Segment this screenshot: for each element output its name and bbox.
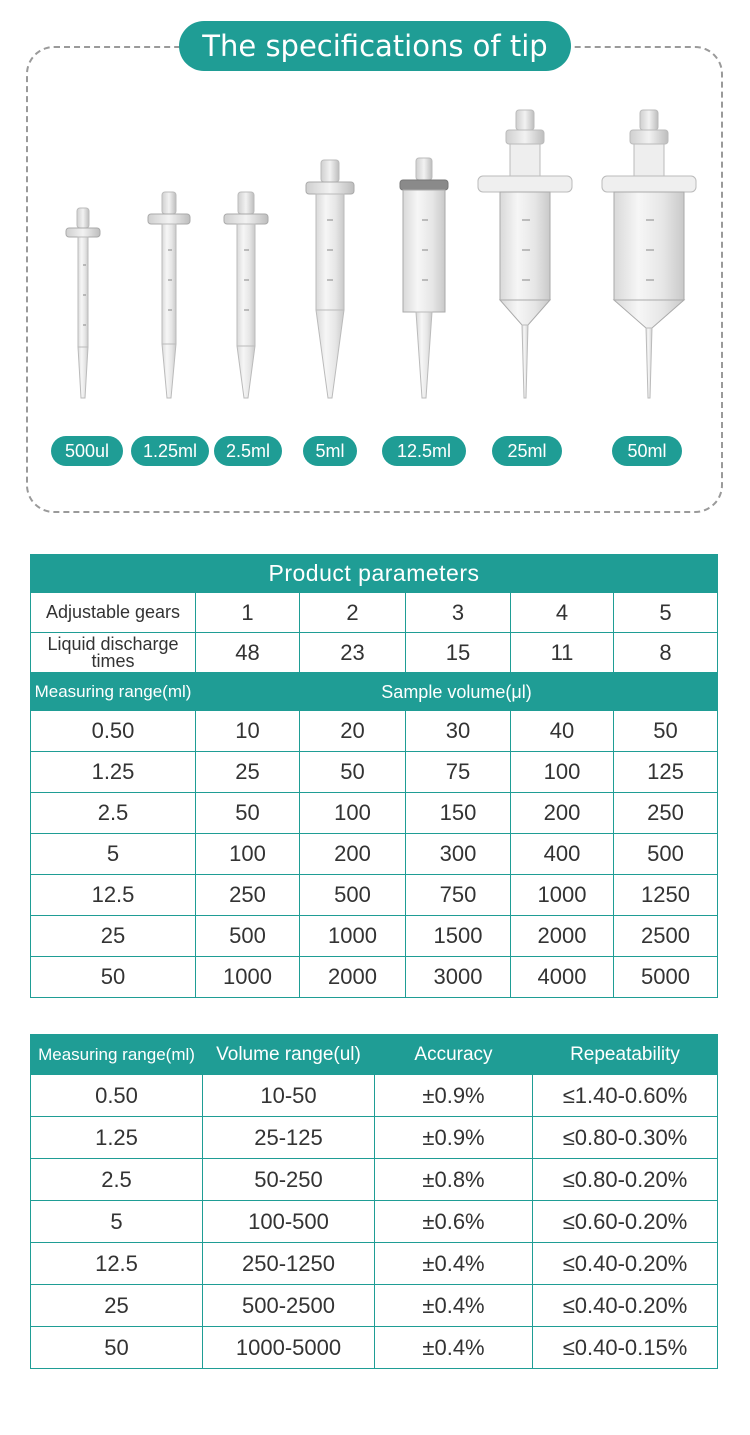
repeatability-cell: ≤1.40-0.60% <box>533 1075 718 1117</box>
gears-row <box>31 593 718 633</box>
volume-cell: 150 <box>406 793 511 834</box>
table-row <box>31 1285 718 1327</box>
volume-cell: 4000 <box>511 957 614 998</box>
accuracy-cell: ±0.9% <box>375 1075 533 1117</box>
discharge-label: Liquid discharge times <box>31 633 196 673</box>
gear-value: 2 <box>300 593 406 633</box>
table-row <box>31 1327 718 1369</box>
volume-cell: 100 <box>511 752 614 793</box>
tip-500ul-icon <box>66 208 100 398</box>
size-label-12-5ml: 12.5ml <box>382 436 466 466</box>
discharge-value: 15 <box>406 633 511 673</box>
accuracy-cell: ±0.8% <box>375 1159 533 1201</box>
discharge-row <box>31 633 718 673</box>
volume-cell: 25 <box>196 752 300 793</box>
volume-cell: 100 <box>300 793 406 834</box>
volume-cell: 40 <box>511 711 614 752</box>
repeatability-cell: ≤0.40-0.15% <box>533 1327 718 1369</box>
volume-cell: 100 <box>196 834 300 875</box>
table-row <box>31 957 718 998</box>
volume-range-cell: 25-125 <box>203 1117 375 1159</box>
volume-cell: 125 <box>614 752 718 793</box>
spec-title: The specifications of tip <box>179 21 571 71</box>
volume-cell: 200 <box>511 793 614 834</box>
gear-value: 3 <box>406 593 511 633</box>
volume-cell: 300 <box>406 834 511 875</box>
repeatability-cell: ≤0.80-0.30% <box>533 1117 718 1159</box>
table-row <box>31 1201 718 1243</box>
tip-5ml-icon <box>306 160 354 398</box>
pipette-tips-illustration <box>40 100 720 410</box>
repeatability-cell: ≤0.40-0.20% <box>533 1285 718 1327</box>
volume-cell: 250 <box>614 793 718 834</box>
volume-cell: 1500 <box>406 916 511 957</box>
volume-cell: 1250 <box>614 875 718 916</box>
product-parameters-table <box>30 554 718 998</box>
volume-cell: 500 <box>300 875 406 916</box>
tip-25ml-icon <box>478 110 572 398</box>
range-cell: 50 <box>31 1327 203 1369</box>
table-caption-row <box>31 555 718 593</box>
gear-value: 5 <box>614 593 718 633</box>
table-row <box>31 711 718 752</box>
range-cell: 0.50 <box>31 1075 203 1117</box>
table-row <box>31 834 718 875</box>
table-row <box>31 1159 718 1201</box>
range-cell: 0.50 <box>31 711 196 752</box>
volume-cell: 1000 <box>196 957 300 998</box>
volume-cell: 3000 <box>406 957 511 998</box>
gear-value: 1 <box>196 593 300 633</box>
sample-header-row <box>31 673 718 711</box>
table-row <box>31 916 718 957</box>
accuracy-header-row <box>31 1035 718 1075</box>
volume-cell: 2000 <box>300 957 406 998</box>
volume-range-header: Volume range(ul) <box>203 1035 375 1075</box>
table-row <box>31 752 718 793</box>
volume-cell: 10 <box>196 711 300 752</box>
table-row <box>31 875 718 916</box>
gears-label: Adjustable gears <box>31 593 196 633</box>
volume-range-cell: 250-1250 <box>203 1243 375 1285</box>
range-cell: 12.5 <box>31 875 196 916</box>
range-cell: 25 <box>31 916 196 957</box>
size-label-25ml: 25ml <box>492 436 562 466</box>
range-cell: 5 <box>31 834 196 875</box>
accuracy-header: Accuracy <box>375 1035 533 1075</box>
volume-cell: 750 <box>406 875 511 916</box>
volume-cell: 200 <box>300 834 406 875</box>
discharge-value: 8 <box>614 633 718 673</box>
repeatability-header: Repeatability <box>533 1035 718 1075</box>
measuring-range-header: Measuring range(ml) <box>31 1035 203 1075</box>
discharge-value: 48 <box>196 633 300 673</box>
volume-range-cell: 10-50 <box>203 1075 375 1117</box>
sample-volume-header: Sample volume(μl) <box>196 673 718 711</box>
volume-cell: 50 <box>300 752 406 793</box>
volume-cell: 250 <box>196 875 300 916</box>
size-label-500ul: 500ul <box>51 436 123 466</box>
size-label-2-5ml: 2.5ml <box>214 436 282 466</box>
volume-range-cell: 1000-5000 <box>203 1327 375 1369</box>
volume-range-cell: 50-250 <box>203 1159 375 1201</box>
measuring-range-header: Measuring range(ml) <box>31 673 196 711</box>
tip-50ml-icon <box>602 110 696 398</box>
range-cell: 5 <box>31 1201 203 1243</box>
table-row <box>31 1075 718 1117</box>
volume-cell: 75 <box>406 752 511 793</box>
table-row <box>31 793 718 834</box>
discharge-value: 23 <box>300 633 406 673</box>
volume-range-cell: 100-500 <box>203 1201 375 1243</box>
range-cell: 12.5 <box>31 1243 203 1285</box>
discharge-value: 11 <box>511 633 614 673</box>
volume-cell: 1000 <box>511 875 614 916</box>
range-cell: 2.5 <box>31 793 196 834</box>
size-label-50ml: 50ml <box>612 436 682 466</box>
repeatability-cell: ≤0.80-0.20% <box>533 1159 718 1201</box>
range-cell: 50 <box>31 957 196 998</box>
product-parameters-caption: Product parameters <box>31 555 718 593</box>
volume-cell: 2000 <box>511 916 614 957</box>
range-cell: 1.25 <box>31 752 196 793</box>
size-label-5ml: 5ml <box>303 436 357 466</box>
volume-cell: 400 <box>511 834 614 875</box>
volume-cell: 30 <box>406 711 511 752</box>
volume-cell: 50 <box>614 711 718 752</box>
repeatability-cell: ≤0.60-0.20% <box>533 1201 718 1243</box>
volume-cell: 2500 <box>614 916 718 957</box>
table-row <box>31 1117 718 1159</box>
accuracy-cell: ±0.4% <box>375 1285 533 1327</box>
range-cell: 25 <box>31 1285 203 1327</box>
accuracy-table <box>30 1034 718 1369</box>
accuracy-cell: ±0.4% <box>375 1243 533 1285</box>
volume-cell: 50 <box>196 793 300 834</box>
tip-2-5ml-icon <box>224 192 268 398</box>
volume-range-cell: 500-2500 <box>203 1285 375 1327</box>
size-label-1-25ml: 1.25ml <box>131 436 209 466</box>
range-cell: 1.25 <box>31 1117 203 1159</box>
table-row <box>31 1243 718 1285</box>
range-cell: 2.5 <box>31 1159 203 1201</box>
accuracy-cell: ±0.4% <box>375 1327 533 1369</box>
volume-cell: 500 <box>196 916 300 957</box>
gear-value: 4 <box>511 593 614 633</box>
volume-cell: 5000 <box>614 957 718 998</box>
volume-cell: 20 <box>300 711 406 752</box>
volume-cell: 500 <box>614 834 718 875</box>
tip-12-5ml-icon <box>400 158 448 398</box>
volume-cell: 1000 <box>300 916 406 957</box>
accuracy-cell: ±0.9% <box>375 1117 533 1159</box>
repeatability-cell: ≤0.40-0.20% <box>533 1243 718 1285</box>
tip-1-25ml-icon <box>148 192 190 398</box>
accuracy-cell: ±0.6% <box>375 1201 533 1243</box>
